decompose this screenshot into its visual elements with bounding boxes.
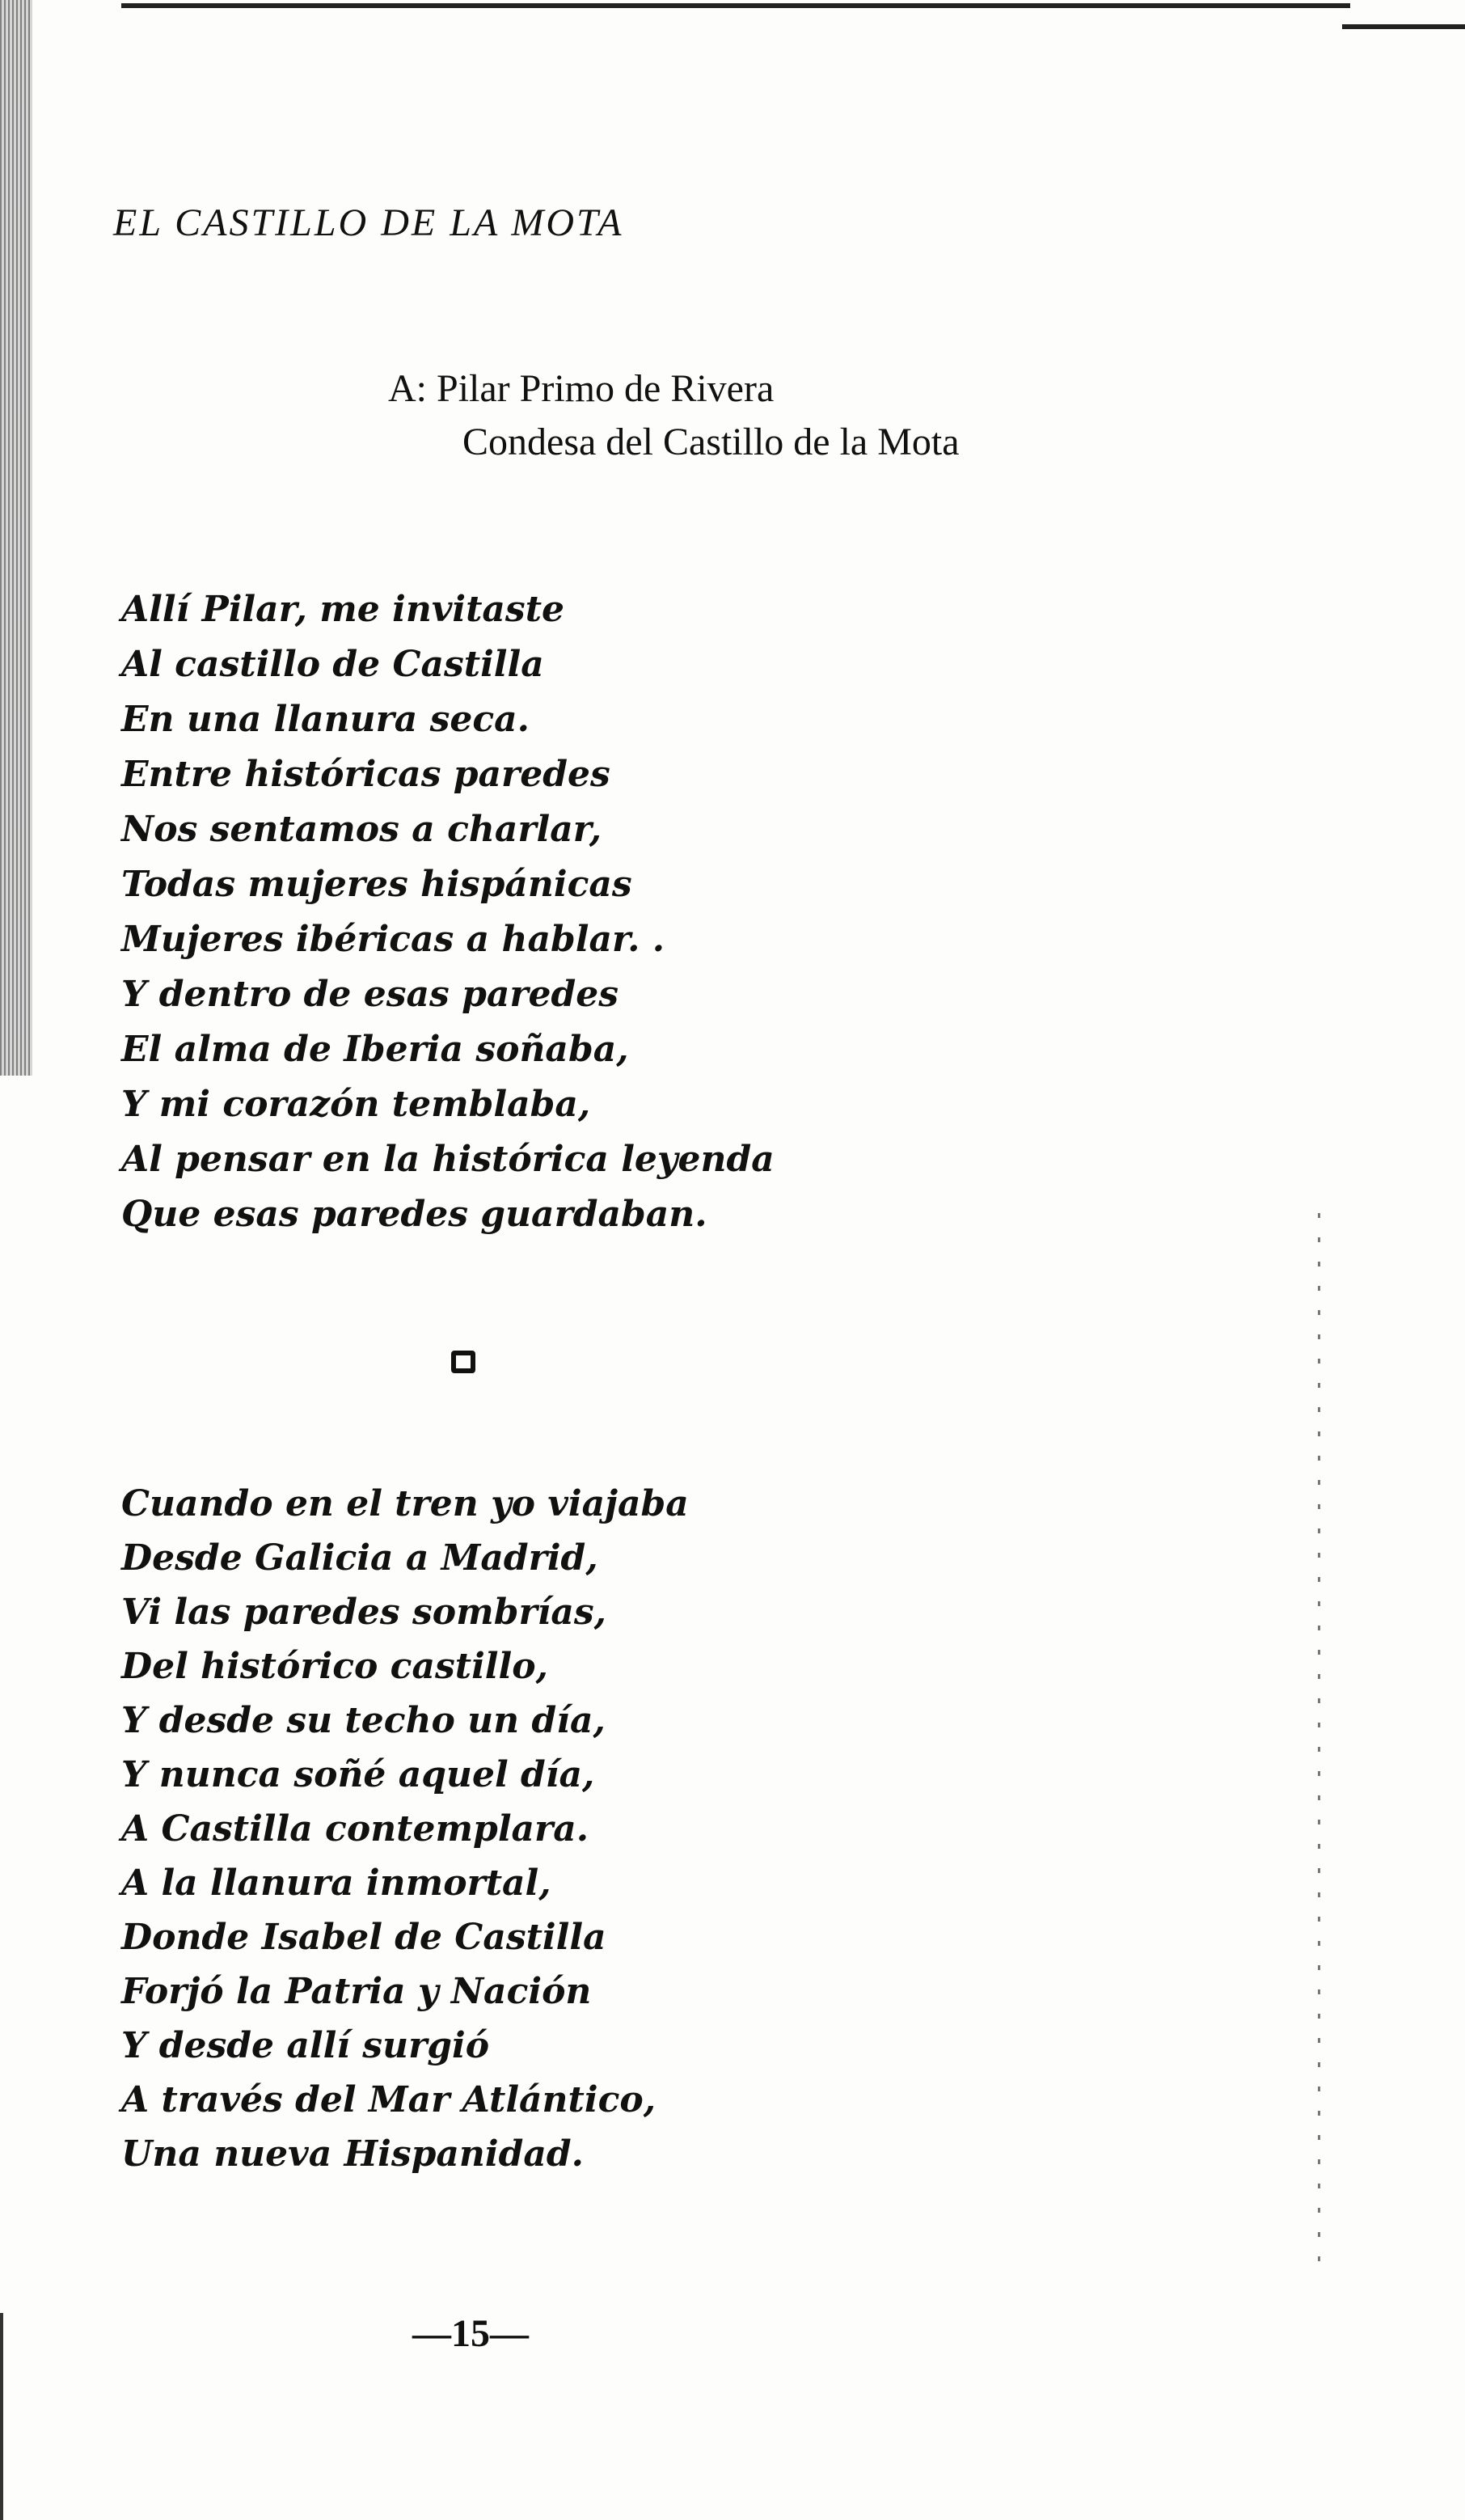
verse-line: En una llanura seca. — [121, 699, 530, 740]
verse-line: Y nunca soñé aquel día, — [121, 1754, 595, 1795]
verse-line: Que esas paredes guardaban. — [121, 1194, 707, 1235]
scan-fold-mark — [0, 2313, 3, 2520]
verse-line: A la llanura inmortal, — [121, 1863, 551, 1904]
dedication — [388, 362, 960, 469]
verse-line: Todas mujeres hispánicas — [121, 864, 632, 905]
scan-top-rule-right — [1342, 24, 1465, 29]
verse-line: Y dentro de esas paredes — [121, 974, 619, 1015]
scan-dust-marks — [1318, 1213, 1320, 2264]
stanza-2 — [121, 1477, 689, 2181]
verse-line: Del histórico castillo, — [121, 1646, 548, 1687]
verse-line: Y desde su techo un día, — [121, 1700, 606, 1741]
verse-line: Forjó la Patria y Nación — [121, 1971, 592, 2012]
scan-top-rule — [121, 3, 1350, 8]
scan-binding-edge — [0, 0, 32, 1076]
verse-line: Desde Galicia a Madrid, — [121, 1537, 598, 1579]
verse-line: Al castillo de Castilla — [121, 644, 544, 685]
verse-line: Entre históricas paredes — [121, 754, 610, 795]
verse-line: A Castilla contemplara. — [121, 1808, 589, 1850]
verse-line: Y desde allí surgió — [121, 2025, 490, 2066]
verse-line: Nos sentamos a charlar, — [121, 809, 602, 850]
dedication-line-1: A: Pilar Primo de Rivera — [388, 367, 775, 410]
verse-line: Donde Isabel de Castilla — [121, 1917, 606, 1958]
verse-line: A través del Mar Atlántico, — [121, 2079, 657, 2120]
dedication-line-2: Condesa del Castillo de la Mota — [462, 421, 960, 463]
verse-line: Allí Pilar, me invitaste — [121, 589, 565, 630]
verse-line: Una nueva Hispanidad. — [121, 2133, 584, 2175]
page-number: —15— — [412, 2312, 529, 2355]
verse-line: El alma de Iberia soñaba, — [121, 1029, 629, 1070]
verse-line: Mujeres ibéricas a hablar. . — [121, 919, 665, 960]
square-ornament-icon — [451, 1351, 475, 1373]
verse-line: Cuando en el tren yo viajaba — [121, 1483, 689, 1524]
verse-line: Vi las paredes sombrías, — [121, 1592, 606, 1633]
poem-title: EL CASTILLO DE LA MOTA — [113, 201, 624, 244]
verse-line: Y mi corazón temblaba, — [121, 1084, 591, 1125]
verse-line: Al pensar en la histórica leyenda — [121, 1139, 775, 1180]
stanza-1 — [121, 582, 775, 1242]
